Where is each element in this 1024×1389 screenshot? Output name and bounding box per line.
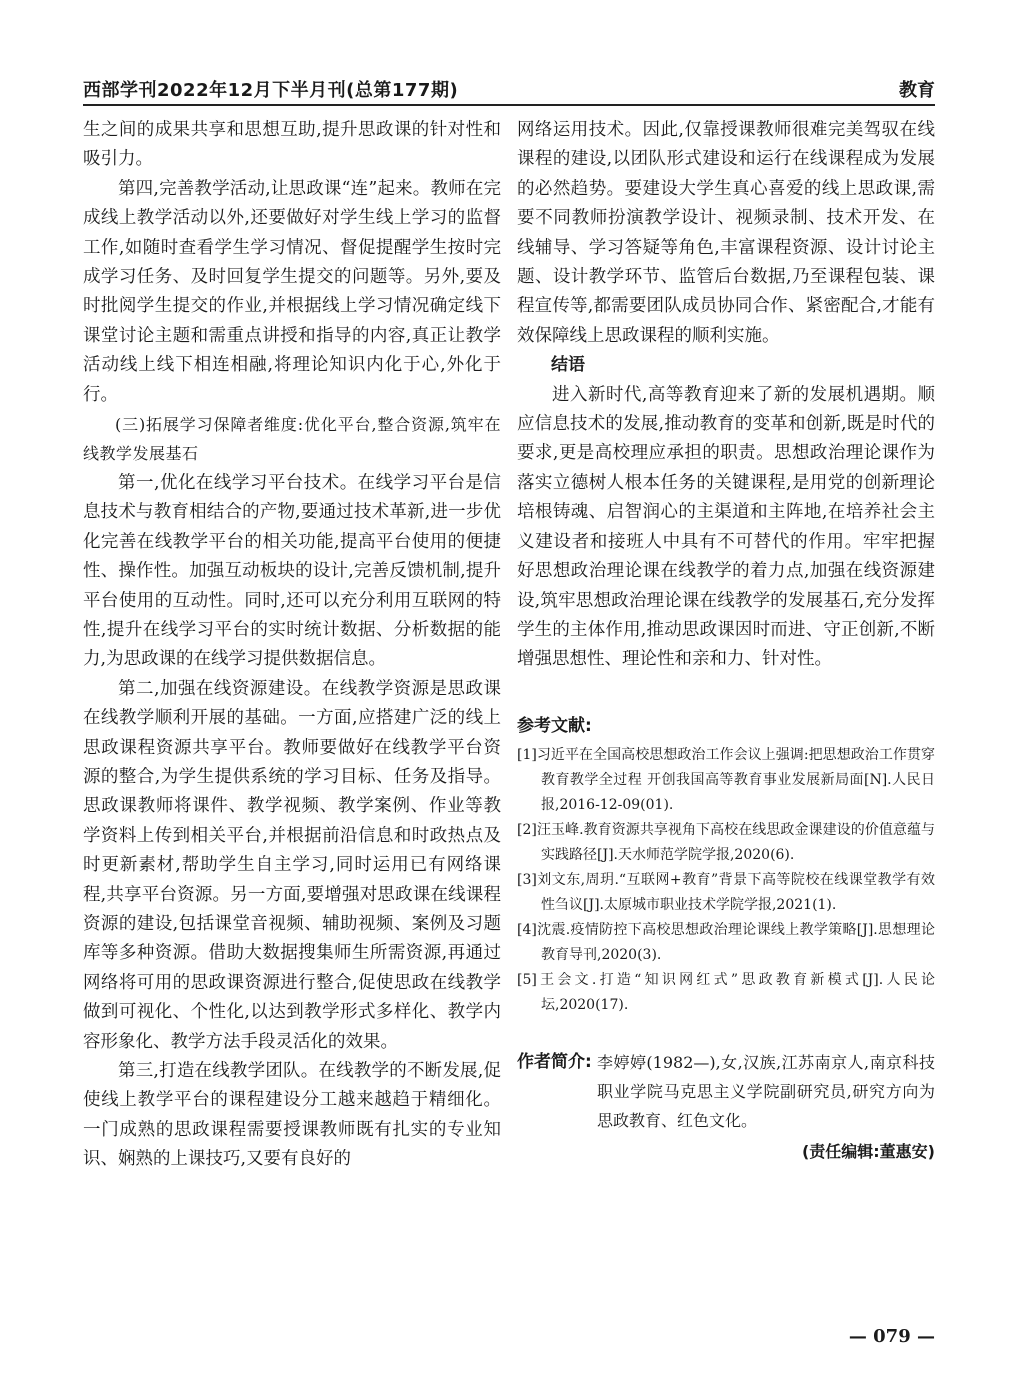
journal-title: 西部学刊2022年12月下半月刊(总第177期) (83, 80, 459, 101)
references-list (517, 743, 935, 1018)
right-column (517, 116, 935, 1166)
references-heading: 参考文献: (517, 715, 592, 736)
reference-item: [2]汪玉峰.教育资源共享视角下高校在线思政金课建设的价值意蕴与实践路径[J].天水师范学院学报,2020(6). (517, 821, 935, 863)
reference-item: [5]王会文.打造“知识网红式”思政教育新模式[J].人民论坛,2020(17). (517, 971, 935, 1013)
responsible-editor: (责任编辑:董惠安) (801, 1141, 935, 1161)
conclusion-heading: 结语 (551, 355, 585, 376)
paragraph: 生之间的成果共享和思想互助,提升思政课的针对性和吸引力。 (83, 120, 501, 170)
paragraph: 第一,优化在线学习平台技术。在线学习平台是信息技术与教育相结合的产物,要通过技术革新,进一步优化完善在线教学平台的相关功能,提高平台使用的便捷性、操作性。加强互动板块的设计,完善反馈机制,提升平台使用的互动性。同时,还可以充分利用互联网的特性,提升在线学习平台的实时统计数据、分析数据的能力,为思政课的在线学习提供数据信息。 (83, 472, 501, 670)
paragraph: 第三,打造在线教学团队。在线教学的不断发展,促使线上教学平台的课程建设分工越来越趋于精细化。一门成熟的思政课程需要授课教师既有扎实的专业知识、娴熟的上课技巧,又要有良好的 (83, 1061, 501, 1170)
running-header (83, 74, 935, 102)
reference-item: [1]习近平在全国高校思想政治工作会议上强调:把思想政治工作贯穿教育教学全过程 开创我国高等教育事业发展新局面[N].人民日报,2016-12-09(01). (517, 746, 935, 813)
header-rule (83, 104, 935, 106)
author-label: 作者简介: (517, 1051, 592, 1072)
author-text: 李婷婷(1982—),女,汉族,江苏南京人,南京科技职业学院马克思主义学院副研究员,研究方向为思政教育、红色文化。 (597, 1052, 935, 1130)
author-bio (517, 1048, 935, 1135)
paragraph: 网络运用技术。因此,仅靠授课教师很难完美驾驭在线课程的建设,以团队形式建设和运行在线课程成为发展的必然趋势。要建设大学生真心喜爱的线上思政课,需要不同教师扮演教学设计、视频录制、技术开发、在线辅导、学习答疑等角色,丰富课程资源、设计讨论主题、设计教学环节、监管后台数据,乃至课程包装、课程宣传等,都需要团队成员协同合作、紧密配合,才能有效保障线上思政课程的顺利实施。 (517, 120, 935, 346)
section-name: 教育 (899, 80, 935, 101)
page-number: — 079 — (848, 1326, 935, 1347)
reference-item: [3]刘文东,周玥.“互联网+教育”背景下高等院校在线课堂教学有效性刍议[J].太原城市职业技术学院学报,2021(1). (517, 871, 935, 913)
reference-item: [4]沈震.疫情防控下高校思想政治理论课线上教学策略[J].思想理论教育导刊,2020(3). (517, 921, 935, 963)
paragraph: 第四,完善教学活动,让思政课“连”起来。教师在完成线上教学活动以外,还要做好对学生线上学习的监督工作,如随时查看学生学习情况、督促提醒学生按时完成学习任务、及时回复学生提交的问题等。另外,要及时批阅学生提交的作业,并根据线上学习情况确定线下课堂讨论主题和需重点讲授和指导的内容,真正让教学活动线上线下相连相融,将理论知识内化于心,外化于行。 (83, 178, 501, 405)
paragraph: 进入新时代,高等教育迎来了新的发展机遇期。顺应信息技术的发展,推动教育的变革和创新,既是时代的要求,更是高校理应承担的职责。思想政治理论课作为落实立德树人根本任务的关键课程,是用党的创新理论培根铸魂、启智润心的主渠道和主阵地,在培养社会主义建设者和接班人中具有不可替代的作用。牢牢把握好思想政治理论课在线教学的着力点,加强在线资源建设,筑牢思想政治理论课在线教学的发展基石,充分发挥学生的主体作用,推动思政课因时而进、守正创新,不断增强思想性、理论性和亲和力、针对性。 (517, 384, 935, 670)
paragraph: 第二,加强在线资源建设。在线教学资源是思政课在线教学顺利开展的基础。一方面,应搭建广泛的线上思政课程资源共享平台。教师要做好在线教学平台资源的整合,为学生提供系统的学习目标、任务及指导。思政课教师将课件、教学视频、教学案例、作业等教学资料上传到相关平台,并根据前沿信息和时政热点及时更新素材,帮助学生自主学习,同时运用已有网络课程,共享平台资源。另一方面,要增强对思政课在线课程资源的建设,包括课堂音视频、辅助视频、案例及习题库等多种资源。借助大数据搜集师生所需资源,再通过网络将可用的思政课资源进行整合,促使思政在线教学做到可视化、个性化,以达到教学形式多样化、教学内容形象化、教学方法手段灵活化的效果。 (83, 678, 501, 1052)
left-column (83, 116, 501, 1175)
subsection-heading: (三)拓展学习保障者维度:优化平台,整合资源,筑牢在线教学发展基石 (83, 415, 501, 464)
